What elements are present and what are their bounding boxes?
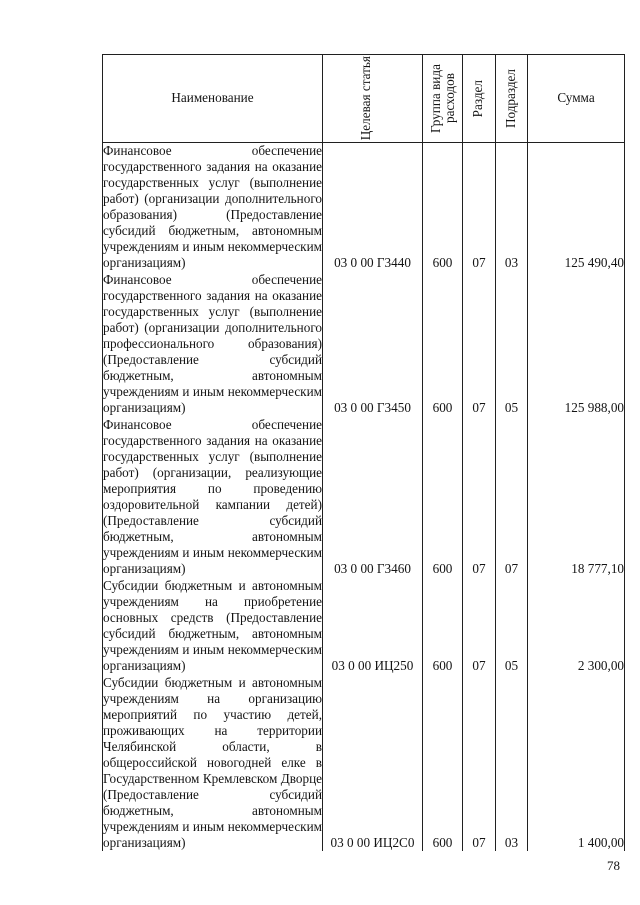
- row-target: 03 0 00 ИЦ2С0: [323, 675, 423, 852]
- row-target: 03 0 00 Г3460: [323, 417, 423, 578]
- row-section: 07: [463, 417, 496, 578]
- header-group: Группа вида расходов: [423, 55, 463, 143]
- header-subsection: Подраздел: [496, 55, 528, 143]
- table-row: [103, 143, 625, 272]
- header-section: Раздел: [463, 55, 496, 143]
- budget-table: [102, 54, 625, 851]
- row-sum: 1 400,00: [528, 675, 625, 852]
- row-subsection: 03: [496, 143, 528, 272]
- row-group: 600: [423, 272, 463, 417]
- row-sum: 18 777,10: [528, 417, 625, 578]
- row-group: 600: [423, 675, 463, 852]
- row-subsection: 05: [496, 272, 528, 417]
- row-section: 07: [463, 272, 496, 417]
- table-row: [103, 578, 625, 675]
- row-section: 07: [463, 675, 496, 852]
- row-subsection: 05: [496, 578, 528, 675]
- row-group: 600: [423, 143, 463, 272]
- table-row: [103, 417, 625, 578]
- row-section: 07: [463, 578, 496, 675]
- row-subsection: 07: [496, 417, 528, 578]
- row-name: Финансовое обеспечение государственного задания на оказание государственных услуг (выполнение работ) (организации, реализующие мероприятия по проведению оздоровительной кампании детей) (Предоставление субсидий бюджетным, автономным учреждениям и иным некоммерческим организациям): [103, 416, 322, 576]
- header-sum: Сумма: [528, 55, 625, 143]
- table-row: [103, 675, 625, 852]
- row-sum: 125 490,40: [528, 143, 625, 272]
- header-row: [103, 55, 625, 143]
- row-group: 600: [423, 578, 463, 675]
- table-row: [103, 272, 625, 417]
- row-name: Финансовое обеспечение государственного задания на оказание государственных услуг (выполнение работ) (организации дополнительного профессионального образования) (Предоставление субсидий бюджетным, автономным учреждениям и иным некоммерческим организациям): [103, 271, 322, 415]
- row-sum: 125 988,00: [528, 272, 625, 417]
- header-name: Наименование: [103, 55, 323, 143]
- row-target: 03 0 00 Г3450: [323, 272, 423, 417]
- header-target: Целевая статья: [323, 55, 423, 143]
- row-name: Финансовое обеспечение государственного задания на оказание государственных услуг (выполнение работ) (организации дополнительного образования) (Предоставление субсидий бюджетным, автономным учреждениям и иным некоммерческим организациям): [103, 143, 322, 271]
- row-name: Субсидии бюджетным и автономным учреждениям на организацию мероприятий по участию детей, проживающих на территории Челябинской области, в общероссийской новогодней елке в Государственном Кремлевском Дворце (Предоставление субсидий бюджетным, автономным учреждениям и иным некоммерческим организациям): [103, 674, 322, 850]
- row-target: 03 0 00 ИЦ250: [323, 578, 423, 675]
- row-target: 03 0 00 Г3440: [323, 143, 423, 272]
- row-group: 600: [423, 417, 463, 578]
- row-name: Субсидии бюджетным и автономным учреждениям на приобретение основных средств (Предоставление субсидий бюджетным, автономным учреждениям и иным некоммерческим организациям): [103, 577, 322, 673]
- row-subsection: 03: [496, 675, 528, 852]
- page-number: 78: [607, 858, 620, 873]
- row-sum: 2 300,00: [528, 578, 625, 675]
- row-section: 07: [463, 143, 496, 272]
